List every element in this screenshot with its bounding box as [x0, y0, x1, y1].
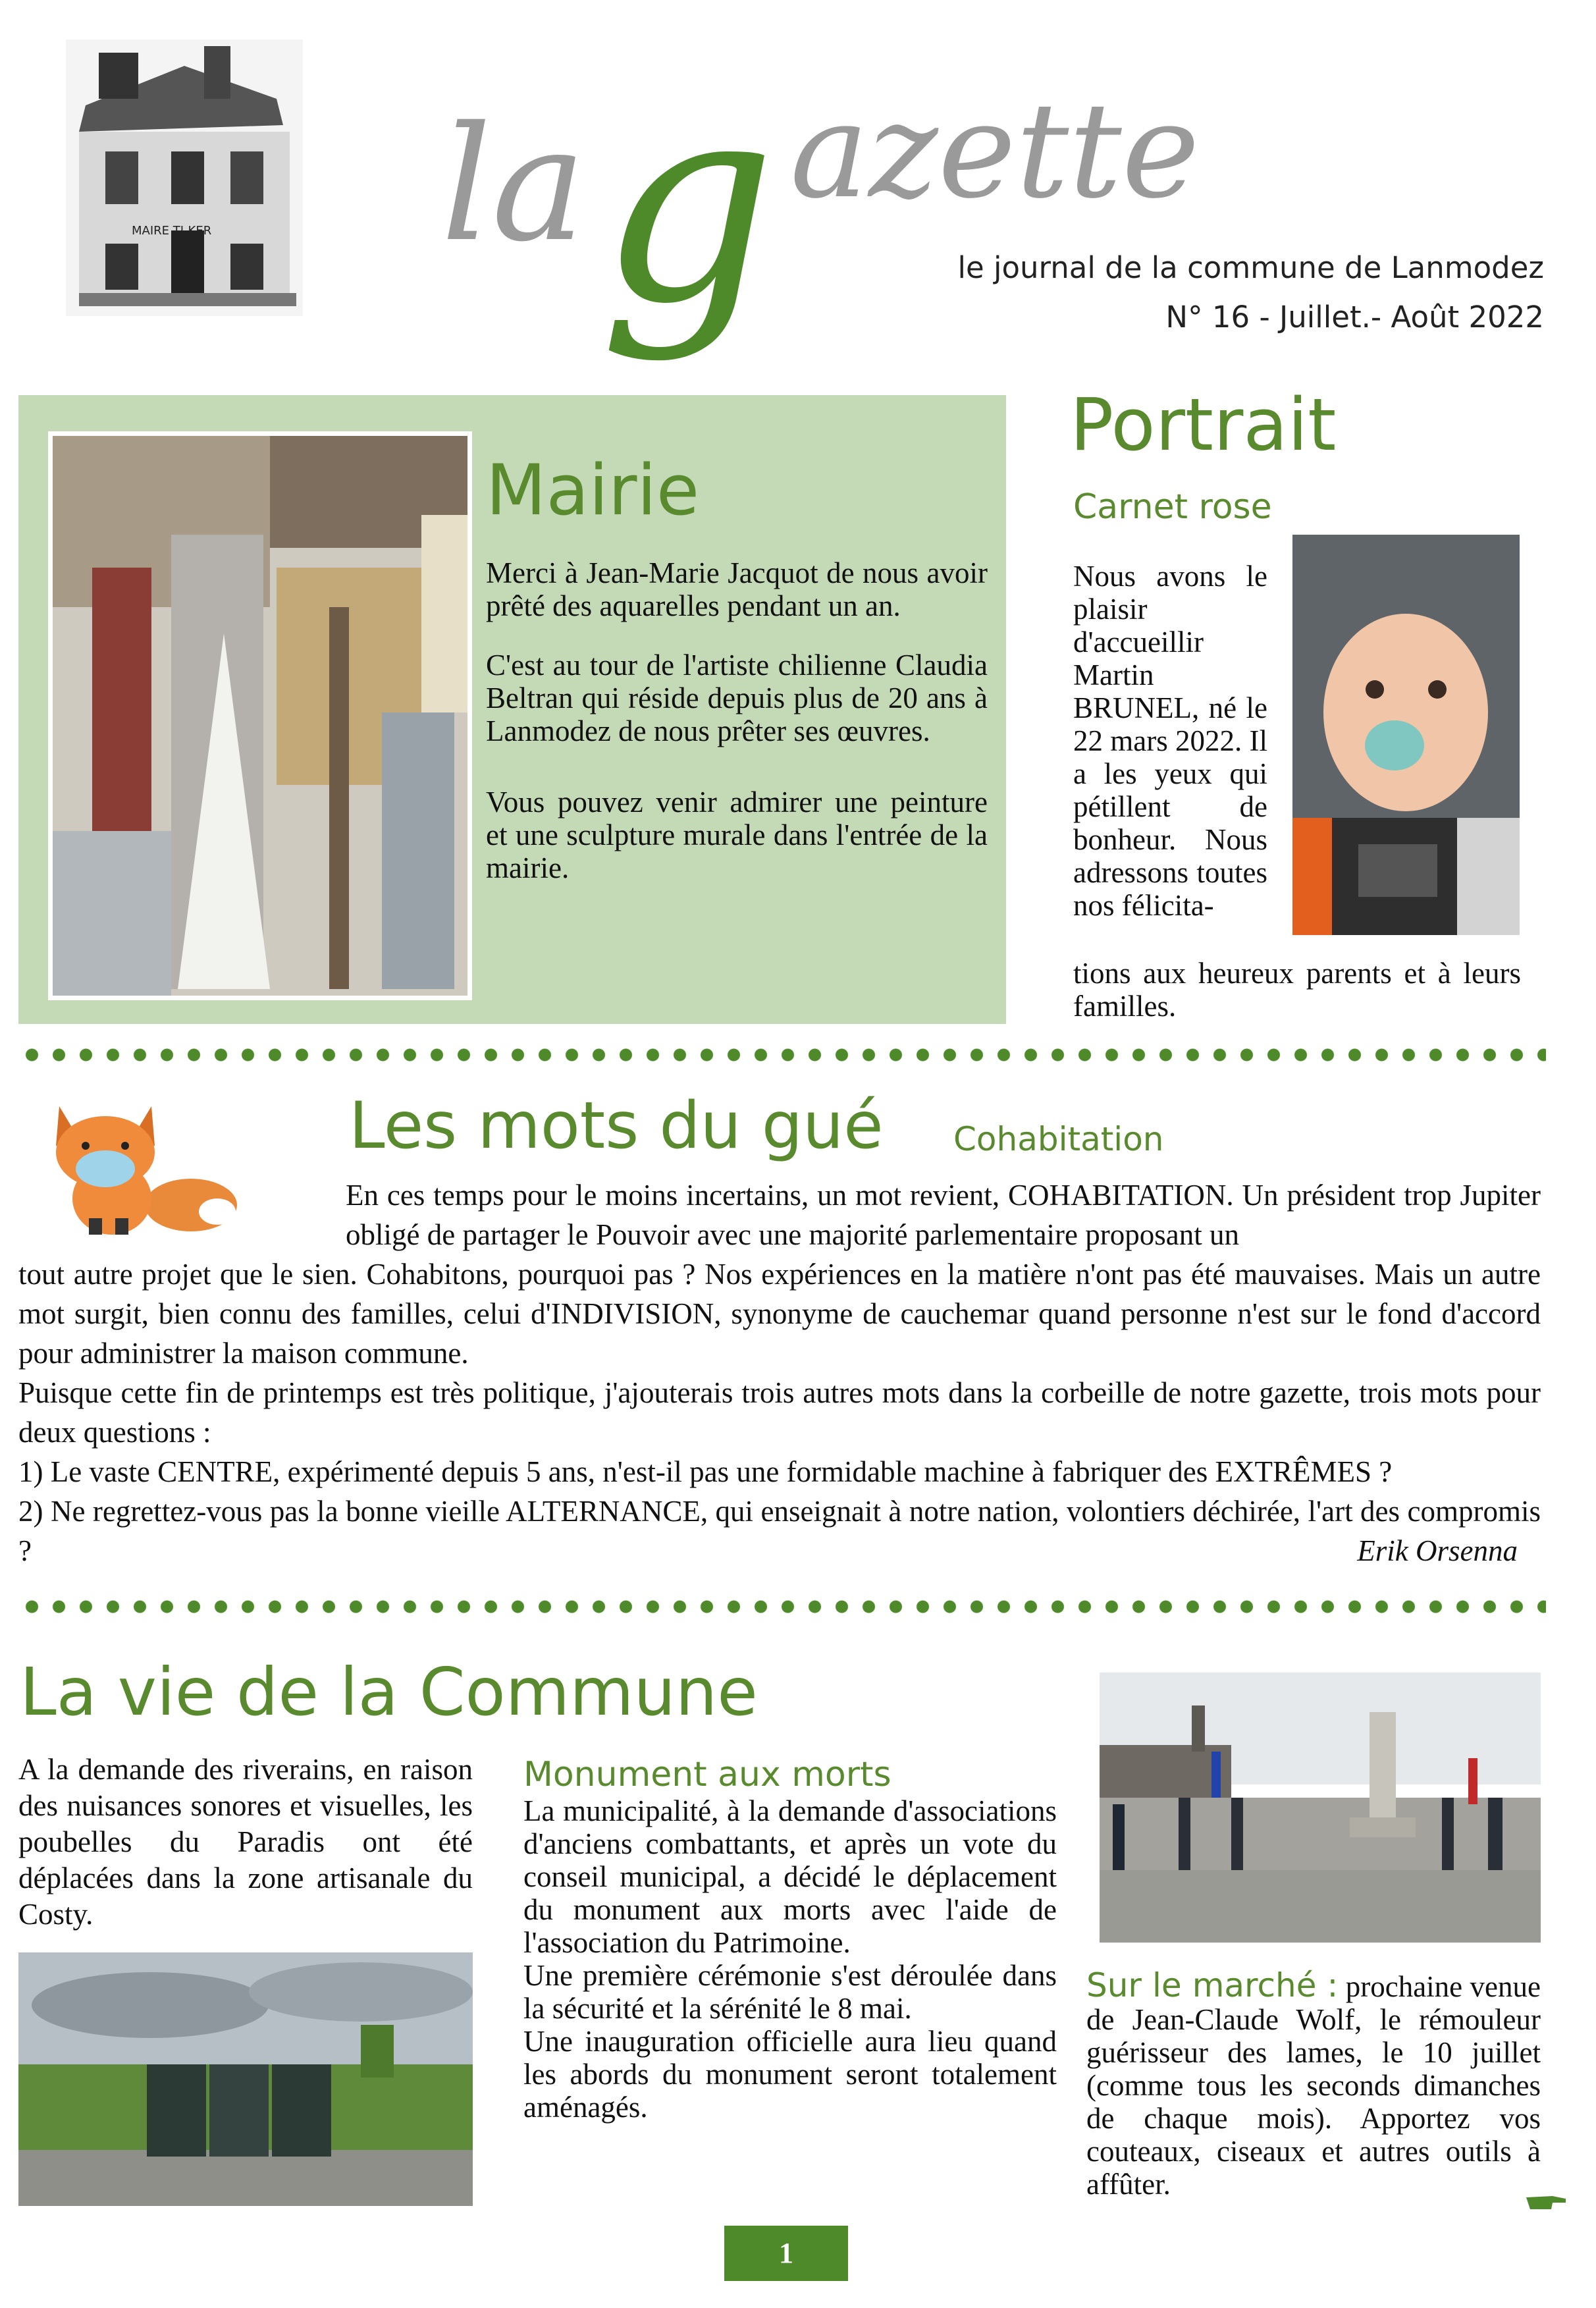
portrait-text-wide: tions aux heureux parents et à leurs familles. [1073, 957, 1521, 1023]
bins-photo [18, 1952, 473, 2206]
mairie-paragraph-1: Merci à Jean-Marie Jacquot de nous avoir prêté des aquarelles pendant un an. [486, 556, 988, 622]
title-rest: azette [790, 74, 1200, 228]
marche-text: prochaine venue de Jean-Claude Wolf, le rémouleur guérisseur des lames, le 10 juillet (comme tous les seconds dimanches de chaque mois). Apportez vos couteaux, ciseaux et autres outils à affûter. [1086, 1970, 1541, 2201]
pointing-hand-icon [1526, 2189, 1568, 2212]
commune-heading: La vie de la Commune [20, 1653, 758, 1731]
title-prefix: la [441, 92, 586, 277]
mairie-heading: Mairie [486, 450, 700, 531]
monument-paragraph-1: La municipalité, à la demande d'associations d'anciens combattants, et après un vote du conseil municipal, a décidé le déplacement du monument aux morts avec l'aide de l'association du Patrimoine. [523, 1794, 1057, 1959]
divider-dots [18, 1045, 1546, 1065]
divider-dots [18, 1597, 1546, 1617]
monument-photo [1100, 1673, 1541, 1943]
monument-heading: Monument aux morts [523, 1755, 891, 1794]
marche-heading: Sur le marché : [1086, 1966, 1339, 2004]
mairie-box [18, 395, 1006, 1024]
issue-number: N° 16 - Juillet.- Août 2022 [1165, 300, 1544, 335]
artwork-image [48, 431, 472, 1000]
portrait-text-narrow: Nous avons le plaisir d'accueillir Martin BRUNEL, né le 22 mars 2022. Il a les yeux qui pétillent de bonheur. Nous adressons toutes nos félicita- [1073, 560, 1267, 922]
logo-caption: MAIRE TI-KER [132, 224, 212, 238]
mots-heading: Les mots du gué [349, 1088, 884, 1164]
mots-intro: En ces temps pour le moins incertains, un mot revient, COHABITATION. Un président trop Jupiter obligé de partager le Pouvoir avec une majorité parlementaire proposant un [346, 1179, 1541, 1251]
portrait-heading: Portrait [1070, 383, 1337, 467]
mairie-paragraph-2: C'est au tour de l'artiste chilienne Claudia Beltran qui réside depuis plus de 20 ans à Lanmodez de nous prêter ses œuvres. [486, 649, 988, 747]
monument-paragraph-2: Une première cérémonie s'est déroulée dans la sécurité et la sérénité le 8 mai. [523, 1959, 1057, 2025]
mairie-text [486, 556, 988, 884]
monument-paragraph-3: Une inauguration officielle aura lieu quand les abords du monument seront totalement aménagés. [523, 2025, 1057, 2124]
page-number-badge: 1 [724, 2226, 848, 2281]
mots-tag: Cohabitation [953, 1120, 1164, 1158]
mots-paragraph-2: Puisque cette fin de printemps est très politique, j'ajouterais trois autres mots dans la corbeille de notre gazette, trois mots pour deux questions : [18, 1376, 1541, 1449]
masthead-subtitle: le journal de la commune de Lanmodez [957, 250, 1544, 285]
mots-author: Erik Orsenna [1357, 1534, 1518, 1567]
monument-text [523, 1794, 1057, 2124]
mairie-logo [59, 26, 316, 329]
fox-illustration [40, 1100, 237, 1238]
baby-photo [1292, 535, 1520, 935]
marche-block [1086, 1966, 1541, 2201]
mots-paragraph-1: tout autre projet que le sien. Cohabitons, pourquoi pas ? Nos expériences en la matière n'ont pas été mauvaises. Mais un autre mot surgit, bien connu des familles, celui d'INDIVISION, synonyme de cauchemar quand personne n'est sur le fond d'accord pour administrer la maison commune. [18, 1258, 1541, 1370]
mots-body [18, 1254, 1541, 1570]
mots-question-1: 1) Le vaste CENTRE, expérimenté depuis 5 ans, n'est-il pas une formidable machine à fabriquer des EXTRÊMES ? [18, 1455, 1393, 1488]
mairie-paragraph-3: Vous pouvez venir admirer une peinture et une sculpture murale dans l'entrée de la mairie. [486, 786, 988, 884]
portrait-subheading: Carnet rose [1073, 487, 1272, 527]
mots-question-2: 2) Ne regrettez-vous pas la bonne vieille ALTERNANCE, qui enseignait à notre nation, volontiers déchirée, l'art des compromis ? [18, 1495, 1541, 1567]
commune-left-text: A la demande des riverains, en raison des nuisances sonores et visuelles, les poubelles du Paradis ont été déplacées dans la zone artisanale du Costy. [18, 1753, 473, 1931]
title-letter-g: g [599, 43, 776, 365]
